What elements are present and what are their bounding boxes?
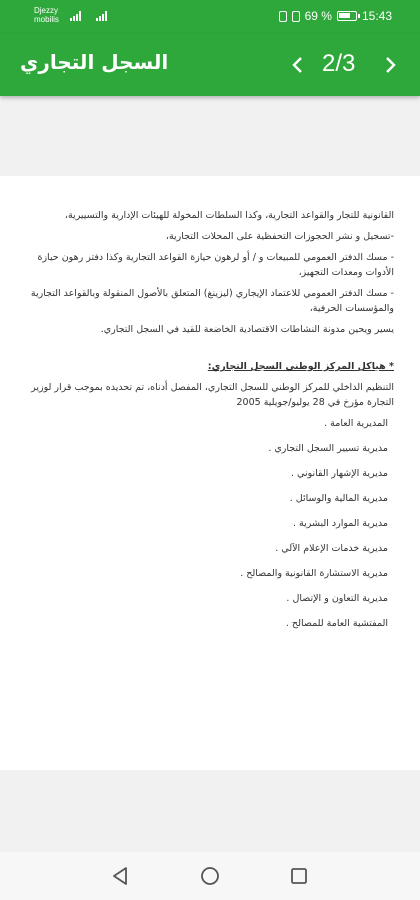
list-item: مديرية الإشهار القانوني . xyxy=(290,468,388,479)
carrier-line2: mobilis xyxy=(34,15,59,24)
paragraph: يسير ويحين مدونة النشاطات الاقتصادية الخاضعة للقيد في السجل التجاري. xyxy=(100,324,394,335)
paragraph: -تسجيل و نشر الحجوزات التحفظية على المحلات التجارية، xyxy=(165,231,394,242)
list-item: مديرية الموارد البشرية . xyxy=(292,518,388,529)
previous-page-button[interactable] xyxy=(282,48,312,82)
document-page[interactable] xyxy=(0,176,420,770)
status-bar xyxy=(0,0,420,34)
section-heading: * هياكل المركز الوطني السجل التجاري: xyxy=(207,361,394,372)
list-item: المفتشية العامة للمصالح . xyxy=(285,618,388,629)
app-bar xyxy=(0,34,420,96)
list-item: مديرية التعاون و الإتصال . xyxy=(286,593,388,604)
chevron-left-icon xyxy=(291,56,303,74)
list-item: مديرية الاستشارة القانونية والمصالح . xyxy=(240,568,388,579)
signal-icon-2 xyxy=(96,11,107,21)
back-icon[interactable] xyxy=(108,864,132,888)
list-item: مديرية المالية والوسائل . xyxy=(289,493,388,504)
vibrate-icon xyxy=(292,11,300,22)
clock: 15:43 xyxy=(361,9,392,23)
page-indicator: 2/3 xyxy=(322,50,356,77)
carrier-line1: Djezzy xyxy=(34,6,59,15)
nfc-icon xyxy=(279,11,287,22)
home-icon[interactable] xyxy=(198,864,222,888)
list-item: مديرية تسيير السجل التجاري . xyxy=(268,443,388,454)
paragraph: القانونية للتجار والقواعد التجارية، وكذا السلطات المخولة للهيئات الإدارية والتسييرية، xyxy=(64,210,394,221)
document-text xyxy=(26,208,394,641)
signal-icon xyxy=(70,11,81,21)
page-title: السجل التجاري xyxy=(20,50,169,74)
system-navigation-bar xyxy=(0,852,420,900)
battery-icon xyxy=(337,11,357,21)
carrier-label xyxy=(34,6,59,24)
paragraph: - مسك الدفتر العمومي للاعتماد الإيجاري (ليزينغ) المتعلق بالأصول المنقولة وبالقواعد التجارية والمؤسسات الحرفية، xyxy=(30,288,394,314)
battery-percent: 69 % xyxy=(304,9,332,23)
directorates-list xyxy=(26,416,394,631)
section-intro: التنظيم الداخلي للمركز الوطني للسجل التجاري، المفصل أدناه، تم تحديده بموجب قرار لوزير التجارة مؤرخ في 28 يوليو/جويلية 2005 xyxy=(31,382,394,408)
next-page-button[interactable] xyxy=(376,48,406,82)
list-item: المديرية العامة . xyxy=(324,418,388,429)
recents-icon[interactable] xyxy=(287,864,311,888)
chevron-right-icon xyxy=(385,56,397,74)
list-item: مديرية خدمات الإعلام الآلي . xyxy=(275,543,388,554)
paragraph: - مسك الدفتر العمومي للمبيعات و / أو لرهون حيازة القواعد التجارية وكذا دفتر رهون حيازة الأدوات ومعدات التجهيز، xyxy=(37,252,394,278)
status-right xyxy=(279,9,392,23)
